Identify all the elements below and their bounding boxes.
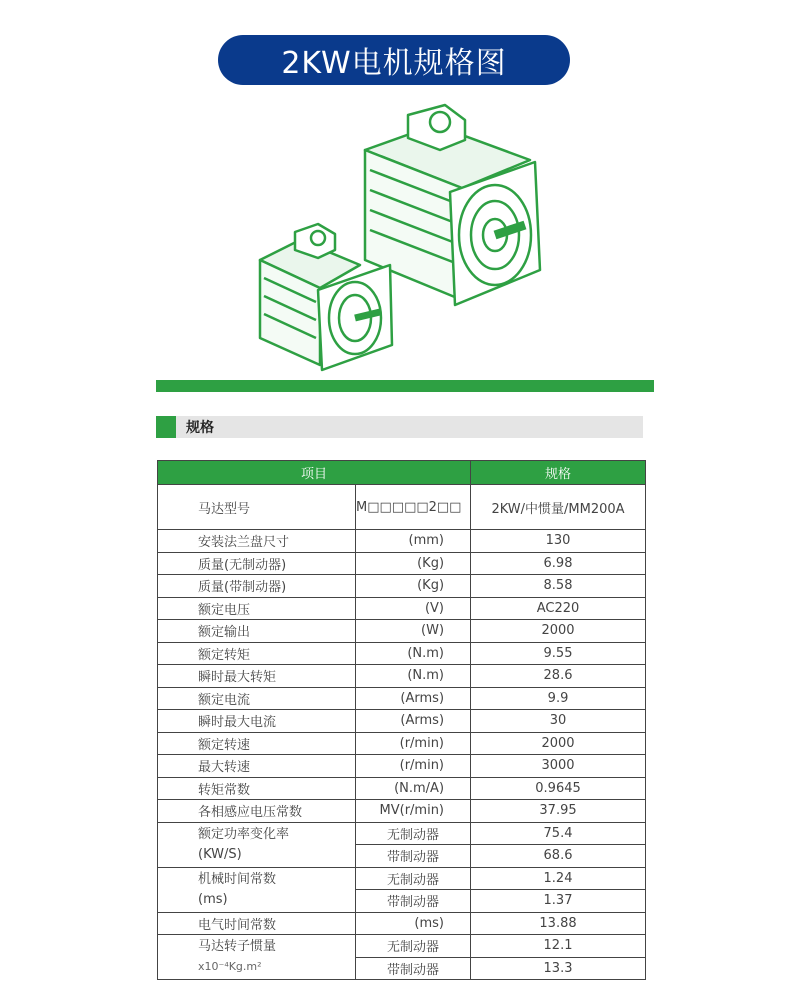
row-label: 马达型号 (158, 485, 356, 530)
table-row (158, 597, 646, 620)
table-row (158, 710, 646, 733)
table-row (158, 485, 646, 530)
row-label: 安装法兰盘尺寸 (158, 530, 356, 553)
table-row (158, 912, 646, 935)
table-row (158, 575, 646, 598)
row-unit: MV(r/min) (356, 800, 471, 823)
row-unit: (V) (356, 597, 471, 620)
row-value: 28.6 (471, 665, 646, 688)
row-label-line1: 机械时间常数 (198, 871, 277, 887)
page-title: 2KW电机规格图 (218, 35, 570, 85)
row-value: 3000 (471, 755, 646, 778)
row-value: AC220 (471, 597, 646, 620)
row-unit: (r/min) (356, 732, 471, 755)
table-row (158, 800, 646, 823)
row-label: 质量(带制动器) (158, 575, 356, 598)
row-unit: (W) (356, 620, 471, 643)
section-marker (156, 416, 176, 438)
section-title: 规格 (186, 420, 214, 436)
row-unit: (N.m/A) (356, 777, 471, 800)
row-label: 额定输出 (158, 620, 356, 643)
row-value: 8.58 (471, 575, 646, 598)
table-row (158, 755, 646, 778)
row-value: 13.3 (471, 957, 646, 980)
row-value: 1.24 (471, 867, 646, 890)
row-label: 瞬时最大转矩 (158, 665, 356, 688)
row-label: 质量(无制动器) (158, 552, 356, 575)
row-label-line2: (ms) (198, 891, 228, 907)
header-spec: 规格 (471, 461, 646, 485)
row-unit: (mm) (356, 530, 471, 553)
table-row (158, 935, 646, 958)
row-sub-label: 带制动器 (356, 845, 471, 868)
row-label: 额定电压 (158, 597, 356, 620)
table-row (158, 822, 646, 845)
table-row (158, 552, 646, 575)
row-value: 9.55 (471, 642, 646, 665)
row-value: 0.9645 (471, 777, 646, 800)
row-value: 6.98 (471, 552, 646, 575)
servo-motors-illustration (240, 100, 560, 372)
row-value: 30 (471, 710, 646, 733)
row-label-line1: 马达转子惯量 (198, 939, 277, 954)
row-sub-label: 带制动器 (356, 890, 471, 913)
row-label: 转矩常数 (158, 777, 356, 800)
row-label: 额定电流 (158, 687, 356, 710)
row-unit: (N.m) (356, 642, 471, 665)
row-label-line2: x10⁻⁴Kg.m² (198, 960, 262, 973)
row-value: 1.37 (471, 890, 646, 913)
header-item: 项目 (158, 461, 471, 485)
row-label: 瞬时最大电流 (158, 710, 356, 733)
row-label: 额定转矩 (158, 642, 356, 665)
divider-bar (156, 380, 654, 392)
table-row (158, 530, 646, 553)
spec-table (157, 460, 646, 980)
row-value: 75.4 (471, 822, 646, 845)
table-header-row (158, 461, 646, 485)
row-label: 电气时间常数 (158, 912, 356, 935)
row-label: 额定转速 (158, 732, 356, 755)
table-row (158, 665, 646, 688)
row-unit: (ms) (356, 912, 471, 935)
row-value: 2KW/中惯量/MM200A (471, 485, 646, 530)
row-unit: (Kg) (356, 575, 471, 598)
row-unit: (r/min) (356, 755, 471, 778)
row-value: 13.88 (471, 912, 646, 935)
table-row (158, 732, 646, 755)
row-unit: M□□□□□2□□ (356, 485, 471, 530)
row-label: 各相感应电压常数 (158, 800, 356, 823)
row-unit: (N.m) (356, 665, 471, 688)
row-sub-label: 带制动器 (356, 957, 471, 980)
row-value: 130 (471, 530, 646, 553)
table-row (158, 777, 646, 800)
row-sub-label: 无制动器 (356, 935, 471, 958)
table-row (158, 642, 646, 665)
row-unit: (Kg) (356, 552, 471, 575)
table-row (158, 620, 646, 643)
row-value: 2000 (471, 732, 646, 755)
row-label (158, 822, 356, 867)
row-value: 9.9 (471, 687, 646, 710)
row-label (158, 867, 356, 912)
table-row (158, 867, 646, 890)
row-label-line2: (KW/S) (198, 846, 242, 862)
row-label: 最大转速 (158, 755, 356, 778)
row-value: 12.1 (471, 935, 646, 958)
row-label (158, 935, 356, 980)
section-header (156, 416, 643, 438)
row-sub-label: 无制动器 (356, 822, 471, 845)
row-sub-label: 无制动器 (356, 867, 471, 890)
row-value: 2000 (471, 620, 646, 643)
row-value: 37.95 (471, 800, 646, 823)
table-row (158, 687, 646, 710)
row-unit: (Arms) (356, 687, 471, 710)
row-label-line1: 额定功率变化率 (198, 826, 290, 842)
row-value: 68.6 (471, 845, 646, 868)
row-unit: (Arms) (356, 710, 471, 733)
